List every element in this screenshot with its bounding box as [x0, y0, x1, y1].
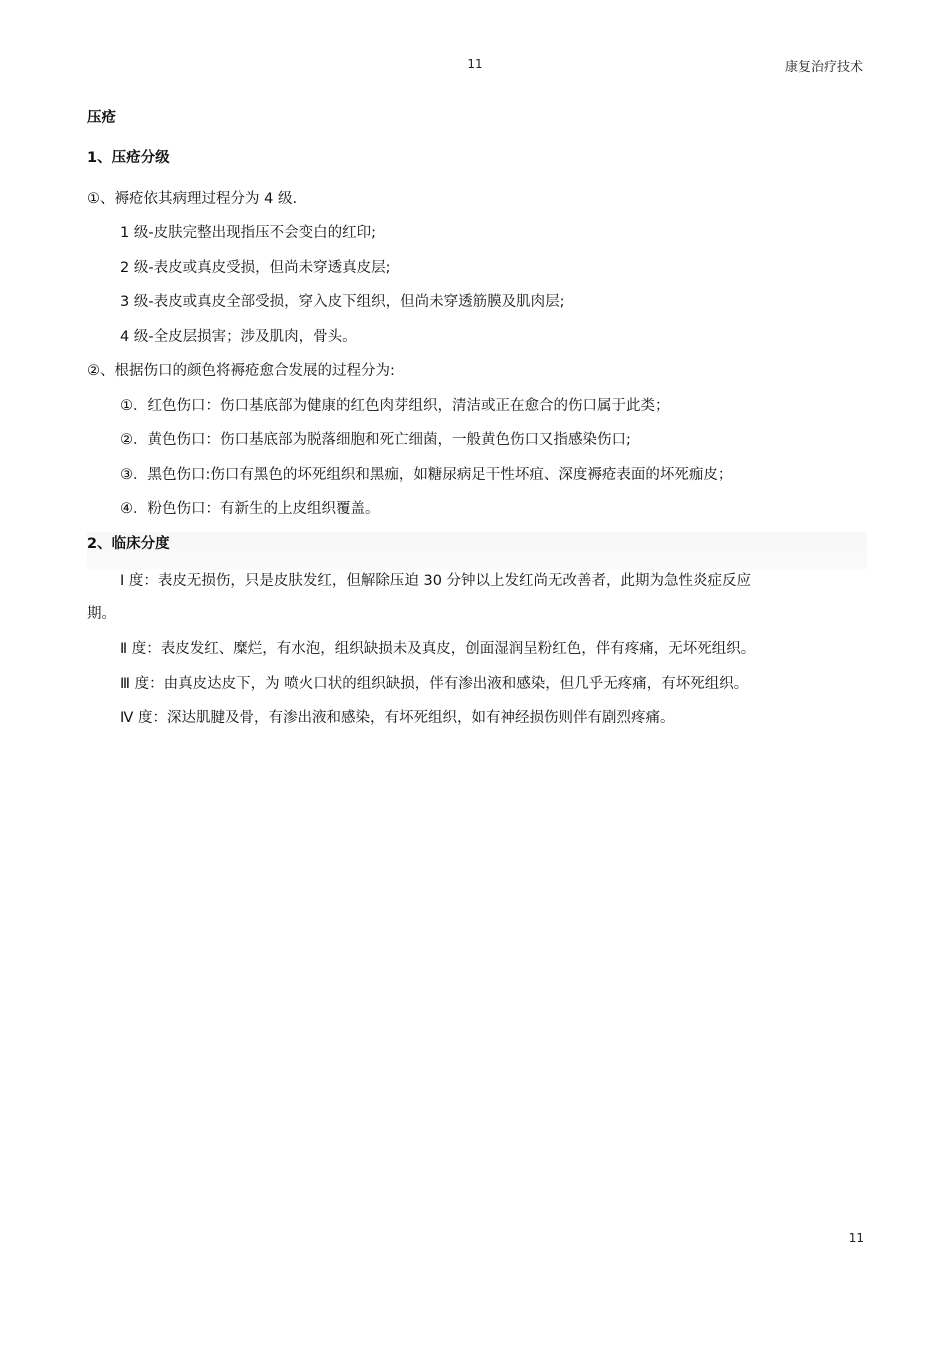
color-item-red: ①．红色伤口：伤口基底部为健康的红色肉芽组织，清洁或正在愈合的伤口属于此类；	[120, 398, 670, 414]
header-page-number: 11	[467, 57, 483, 71]
color-item-pink: ④．粉色伤口：有新生的上皮组织覆盖。	[120, 501, 380, 517]
faint-band	[87, 532, 867, 570]
section-title: 压疮	[87, 110, 116, 126]
grade-item-3: 3 级-表皮或真皮全部受损，穿入皮下组织，但尚未穿透筋膜及肌肉层;	[120, 294, 565, 310]
degree-4: Ⅳ 度：深达肌腱及骨，有渗出液和感染，有坏死组织，如有神经损伤则伴有剧烈疼痛。	[120, 710, 675, 726]
color-item-yellow: ②．黄色伤口：伤口基底部为脱落细胞和死亡细菌，一般黄色伤口又指感染伤口;	[120, 432, 631, 448]
subsection-heading-grading: 1、压疮分级	[87, 150, 170, 166]
header-title: 康复治疗技术	[784, 60, 863, 75]
grade-item-4: 4 级-全皮层损害；涉及肌肉，骨头。	[120, 329, 357, 345]
footer-page-number: 11	[848, 1231, 864, 1245]
degree-1-line-1: Ⅰ 度：表皮无损伤，只是皮肤发红，但解除压迫 30 分钟以上发红尚无改善者，此期为急性炎症反应	[120, 573, 752, 589]
grade-item-2: 2 级-表皮或真皮受损，但尚未穿透真皮层;	[120, 260, 391, 276]
degree-2: Ⅱ 度：表皮发红、糜烂，有水泡，组织缺损未及真皮，创面湿润呈粉红色，伴有疼痛，无坏死组织。	[120, 641, 756, 657]
degree-3: Ⅲ 度：由真皮达皮下，为 喷火口状的组织缺损，伴有渗出液和感染，但几乎无疼痛，有坏死组织。	[120, 676, 749, 692]
degree-1-line-2: 期。	[87, 606, 116, 622]
subsection-heading-clinical: 2、临床分度	[87, 536, 170, 552]
color-item-black: ③．黑色伤口:伤口有黑色的坏死组织和黑痂，如糖尿病足干性坏疽、深度褥疮表面的坏死痂皮；	[120, 467, 733, 483]
grade-item-1: 1 级-皮肤完整出现指压不会变白的红印;	[120, 225, 376, 241]
grading-lead: ①、褥疮依其病理过程分为 4 级.	[87, 191, 298, 207]
color-lead: ②、根据伤口的颜色将褥疮愈合发展的过程分为:	[87, 363, 395, 379]
